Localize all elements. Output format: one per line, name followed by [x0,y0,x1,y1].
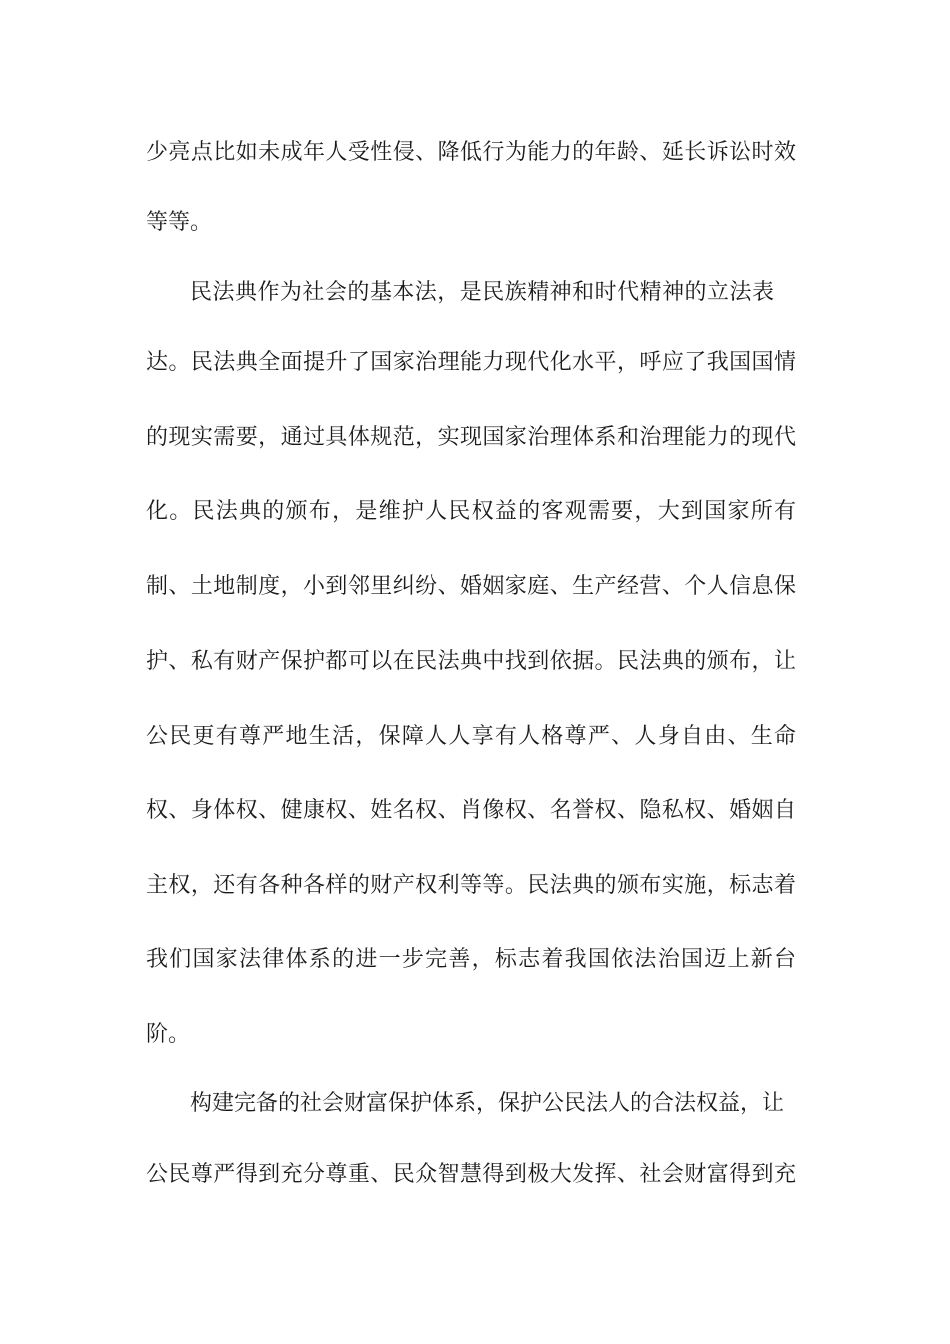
text-line: 公民更有尊严地生活，保障人人享有人格尊严、人身自由、生命 [146,724,796,749]
paragraph-first-line: 民法典作为社会的基本法，是民族精神和时代精神的立法表 [190,280,774,305]
text-line: 化。民法典的颁布，是维护人民权益的客观需要，大到国家所有 [146,499,796,524]
text-line: 主权，还有各种各样的财产权利等等。民法典的颁布实施，标志着 [146,873,796,898]
text-line: 我们国家法律体系的进一步完善，标志着我国依法治国迈上新台 [146,947,796,972]
text-line: 阶。 [146,1022,191,1047]
text-line: 等等。 [146,210,213,235]
text-line: 少亮点比如未成年人受性侵、降低行为能力的年龄、延长诉讼时效 [146,140,796,165]
paragraph-first-line: 构建完备的社会财富保护体系，保护公民法人的合法权益，让 [190,1091,785,1116]
text-line: 护、私有财产保护都可以在民法典中找到依据。民法典的颁布，让 [146,649,796,674]
text-line: 权、身体权、健康权、姓名权、肖像权、名誉权、隐私权、婚姻自 [146,798,796,823]
text-line: 的现实需要，通过具体规范，实现国家治理体系和治理能力的现代 [146,425,796,450]
text-line: 制、土地制度，小到邻里纠纷、婚姻家庭、生产经营、个人信息保 [146,574,796,599]
text-line: 达。民法典全面提升了国家治理能力现代化水平，呼应了我国国情 [146,350,796,375]
text-line: 公民尊严得到充分尊重、民众智慧得到极大发挥、社会财富得到充 [146,1162,796,1187]
